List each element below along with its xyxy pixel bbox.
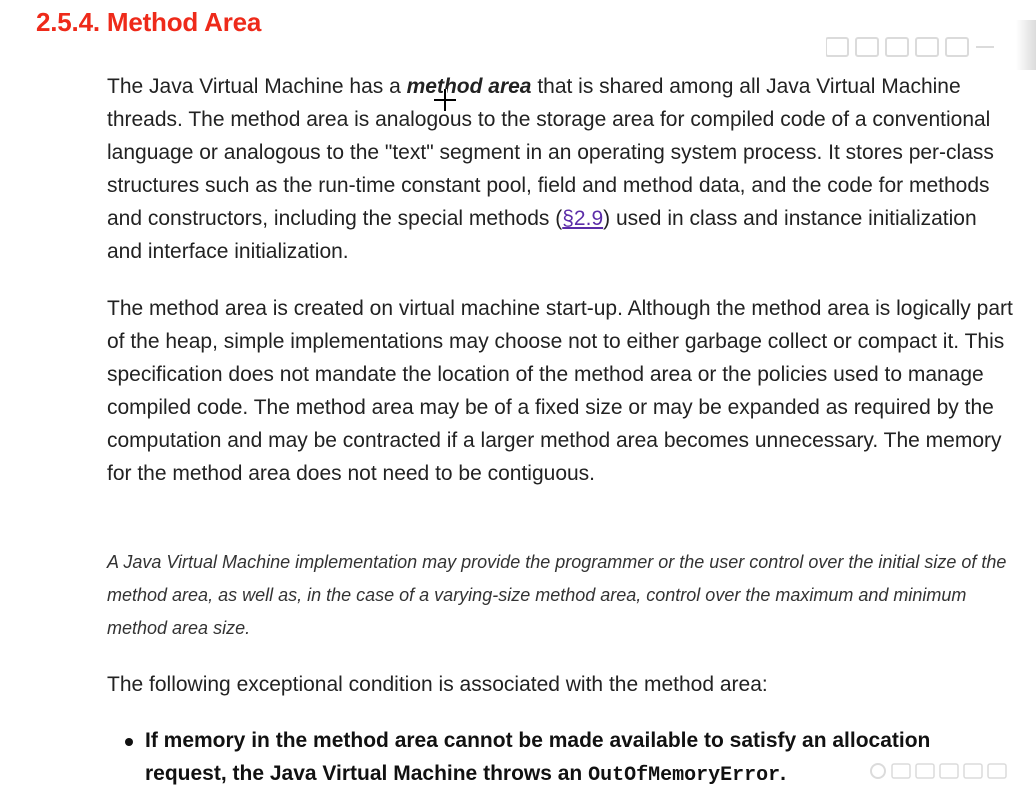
watermark-logo-icon: [826, 32, 996, 60]
bullet-icon: [125, 738, 133, 746]
list-item: [125, 724, 1005, 792]
section-heading: 2.5.4. Method Area: [36, 7, 262, 37]
paragraph-method-area-definition: [107, 70, 1017, 268]
edge-shadow: [1016, 20, 1036, 70]
crosshair-move-cursor-icon: [433, 88, 457, 112]
paragraph-method-area-creation: The method area is created on virtual machine start-up. Although the method area is logically part of the heap, simple implementations may choose not to either garbage collect or compact it. This specification does not mandate the location of the method area or the policies used to manage compiled code. The method area may be of a fixed size or may be expanded as required by the computation and may be contracted if a larger method area becomes unnecessary. The memory for the method area does not need to be contiguous.: [107, 297, 1013, 485]
paragraph1-text-a: The Java Virtual Machine has a: [107, 75, 407, 98]
condition-end: .: [780, 762, 786, 785]
implementation-note: A Java Virtual Machine implementation may provide the programmer or the user control over the initial size of the method area, as well as, in the case of a varying-size method area, control over the maximum and minimum method area size.: [107, 552, 1007, 638]
out-of-memory-error-code: OutOfMemoryError: [588, 764, 781, 787]
paragraph-exceptional-condition-intro: The following exceptional condition is associated with the method area:: [107, 673, 768, 696]
method-area-term: method area: [406, 75, 532, 98]
paragraph1-text-c: ) used in class and instance initialization and interface initialization.: [107, 207, 977, 263]
condition-text: If memory in the method area cannot be made available to satisfy an allocation request, the Java Virtual Machine throws an: [145, 729, 931, 785]
watermark-community-icon: [868, 761, 1018, 781]
section-2-9-link[interactable]: §2.9: [562, 207, 604, 230]
paragraph1-text-b: that is shared among all Java Virtual Machine threads. The method area is analogous to the storage area for compiled code of a conventional language or analogous to the "text" segment in an operating system process. It stores per-class structures such as the run-time constant pool, field and method data, and the code for methods and constructors, including the special methods (: [107, 75, 994, 230]
exceptional-conditions-list: [125, 724, 1005, 792]
